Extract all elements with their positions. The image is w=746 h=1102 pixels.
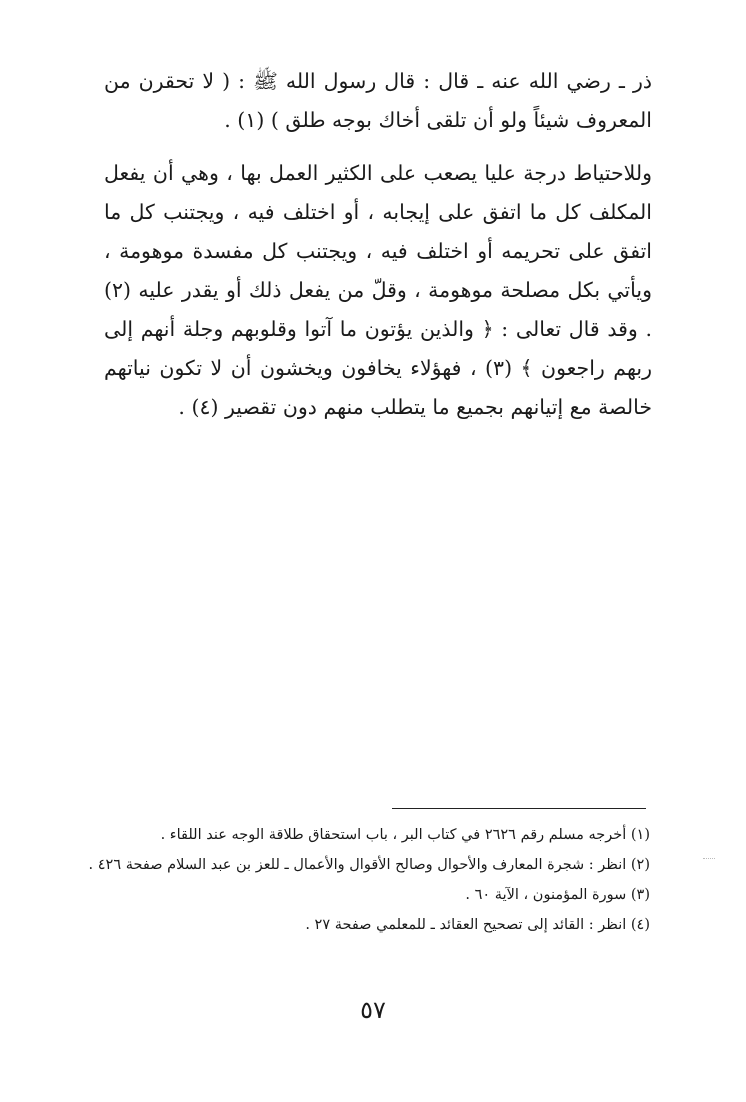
footnote-3: (٣) سورة المؤمنون ، الآية ٦٠ . <box>465 887 650 903</box>
page-number: ٥٧ <box>360 996 386 1024</box>
body-paragraph-1: ذر ـ رضي الله عنه ـ قال : قال رسول الله ﷺ : ( لا تحقرن من المعروف شيئاً ولو أن تلقى أخاك بوجه طلق ) (١) . <box>104 69 652 132</box>
footnote-2: (٢) انظر : شجرة المعارف والأحوال وصالح الأقوال والأعمال ـ للعز بن عبد السلام صفحة ٤٢٦ . <box>88 857 650 873</box>
body-paragraph-2: وللاحتياط درجة عليا يصعب على الكثير العمل بها ، وهي أن يفعل المكلف كل ما اتفق على إيجابه ، أو اختلف فيه ، ويجتنب كل ما اتفق على تحريمه أو اختلف فيه ، ويجتنب كل مفسدة موهومة ، ويأتي بكل مصلحة موهومة ، وقلّ من يفعل ذلك أو يقدر عليه (٢) . وقد قال تعالى : ﴿ والذين يؤتون ما آتوا وقلوبهم وجلة أنهم إلى ربهم راجعون ﴾ (٣) ، فهؤلاء يخافون ويخشون أن لا تكون نياتهم خالصة مع إتيانهم بجميع ما يتطلب منهم دون تقصير (٤) . <box>104 161 652 419</box>
scan-edge-mark <box>703 858 715 859</box>
footnote-1: (١) أخرجه مسلم رقم ٢٦٢٦ في كتاب البر ، باب استحقاق طلاقة الوجه عند اللقاء . <box>160 827 650 843</box>
footnote-4: (٤) انظر : القائد إلى تصحيح العقائد ـ للمعلمي صفحة ٢٧ . <box>305 917 650 933</box>
footnotes-list <box>90 820 650 940</box>
footnote-separator <box>392 808 646 809</box>
